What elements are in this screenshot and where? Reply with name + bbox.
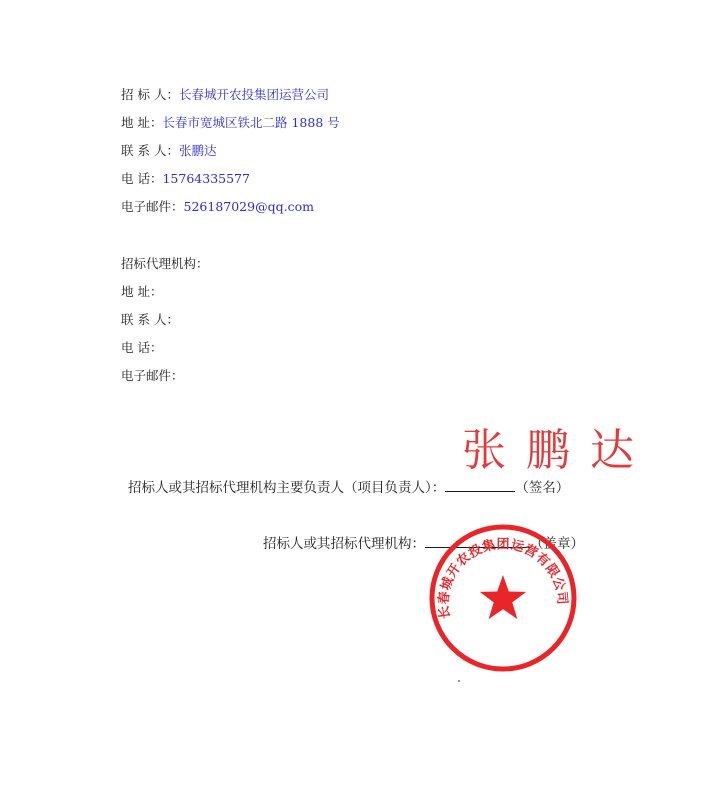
tenderer-name-value: 长春城开农投集团运营公司 [178,87,329,102]
official-seal-icon [428,523,578,673]
tenderer-name-row [121,86,329,104]
tenderer-phone-label: 电 话： [121,171,163,186]
seal-note: （盖章） [530,536,584,552]
tenderer-contact-value: 张鹏达 [178,143,217,158]
tenderer-email-label: 电子邮件： [121,199,184,214]
agency-address-row [121,283,162,301]
responsible-signature-line [128,478,569,498]
tenderer-contact-label: 联 系 人： [121,143,179,158]
agency-title: 招标代理机构： [121,256,209,271]
signature-underline[interactable] [445,479,515,492]
tenderer-address-value: 长春市宽城区铁北二路 1888 号 [162,115,340,130]
agency-phone-label: 电 话： [121,340,163,355]
agency-contact-label: 联 系 人： [121,312,179,327]
sign-note: （签名） [515,480,570,496]
tenderer-phone-value: 15764335577 [162,171,250,186]
agency-email-row [121,367,184,385]
scan-speck [458,680,460,682]
seal-arc-text: 长春城开农投集团运营有限公司 [436,537,570,620]
tenderer-email-row [121,198,314,216]
responsible-label: 招标人或其招标代理机构主要负责人（项目负责人）： [128,480,446,496]
tenderer-email-value[interactable]: 526187029@qq.com [183,199,314,214]
agency-email-label: 电子邮件： [121,368,184,383]
agency-title-row [121,255,209,273]
agency-phone-row [121,339,162,357]
tenderer-phone-row [121,170,250,188]
agency-contact-row [121,311,179,329]
org-label: 招标人或其招标代理机构： [263,536,425,552]
agency-address-label: 地 址： [121,284,163,299]
tenderer-address-row [121,114,340,132]
handwritten-signature: 张鹏达 [462,425,654,476]
tenderer-address-label: 地 址： [121,115,163,130]
tenderer-contact-row [121,142,216,160]
tenderer-name-label: 招 标 人： [121,87,179,102]
seal-star-icon [480,575,526,619]
